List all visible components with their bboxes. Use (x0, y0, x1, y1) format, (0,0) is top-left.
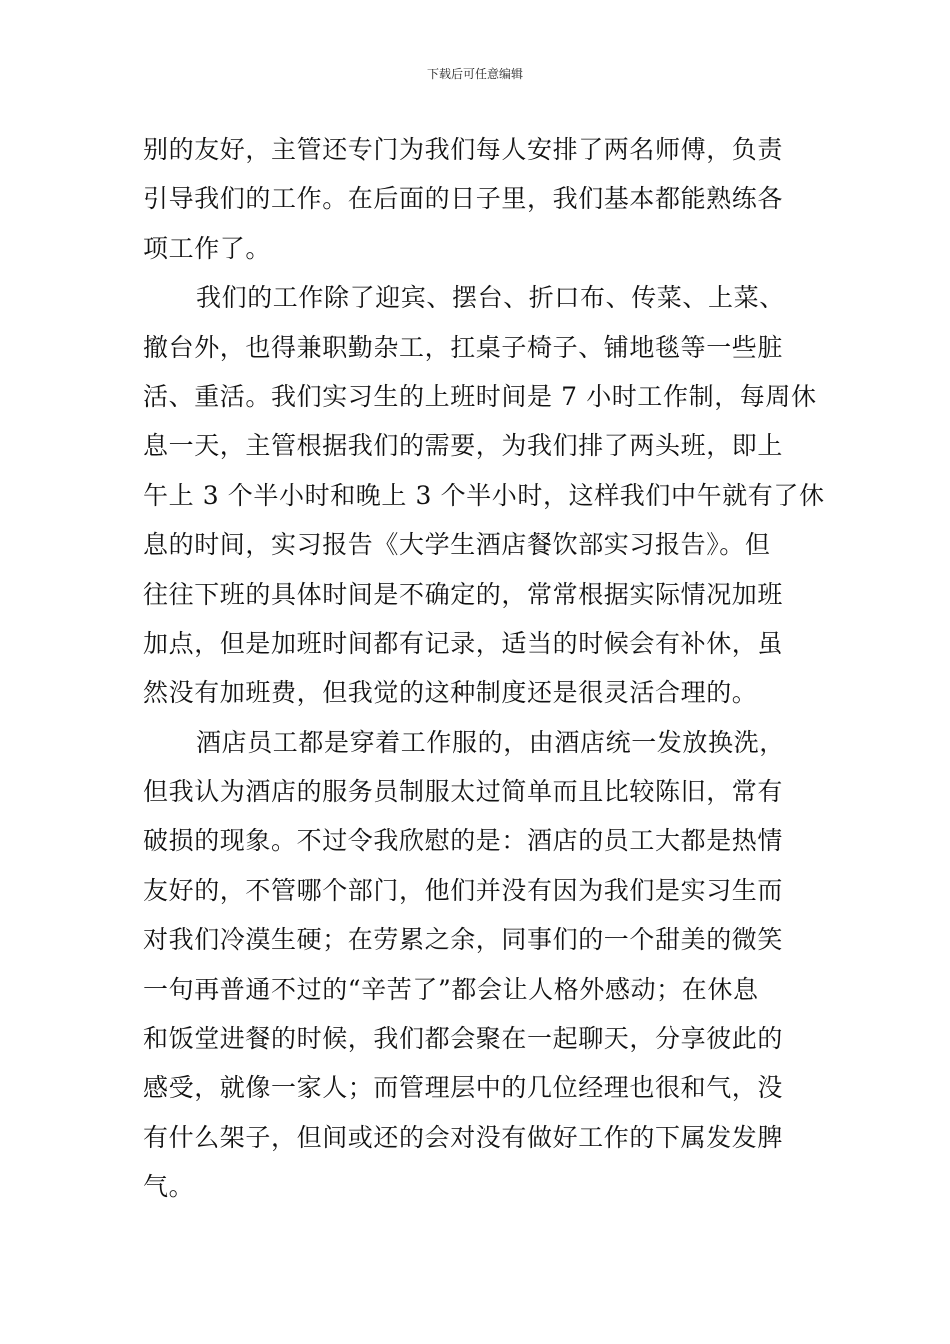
text-line: 对我们冷漠生硬；在劳累之余，同事们的一个甜美的微笑 (143, 925, 784, 955)
text-line: 加点，但是加班时间都有记录，适当的时候会有补休，虽 (143, 628, 784, 658)
page-header: 下载后可任意编辑 (426, 67, 523, 81)
text-line: 撤台外，也得兼职勤杂工，扛桌子椅子、铺地毯等一些脏 (143, 332, 784, 362)
text-line: 别的友好，主管还专门为我们每人安排了两名师傅，负责 (143, 135, 784, 164)
text-line: 和饭堂进餐的时候，我们都会聚在一起聊天，分享彼此的 (143, 1024, 784, 1054)
text-line: 友好的，不管哪个部门，他们并没有因为我们是实习生而 (143, 875, 784, 905)
text-line: 一句再普通不过的“辛苦了”都会让人格外感动；在休息 (143, 974, 759, 1004)
text-line: 息一天，主管根据我们的需要，为我们排了两头班，即上 (143, 431, 784, 461)
text-line: 但我认为酒店的服务员制服太过简单而且比较陈旧，常有 (143, 777, 784, 807)
text-line: 往往下班的具体时间是不确定的，常常根据实际情况加班 (143, 579, 784, 609)
paragraph (143, 273, 825, 718)
text-line: 活、重活。我们实习生的上班时间是 7 小时工作制，每周休 (143, 381, 817, 411)
document-body (143, 125, 825, 1212)
text-line: 午上 3 个半小时和晚上 3 个半小时，这样我们中午就有了休 (143, 480, 825, 510)
text-line: 然没有加班费，但我觉的这种制度还是很灵活合理的。 (143, 678, 758, 708)
text-line: 项工作了。 (143, 233, 272, 263)
text-line: 有什么架子，但间或还的会对没有做好工作的下属发发脾 (143, 1122, 784, 1152)
text-line: 我们的工作除了迎宾、摆台、折口布、传菜、上菜、 (196, 283, 785, 313)
text-line: 破损的现象。不过令我欣慰的是：酒店的员工大都是热情 (143, 826, 784, 856)
text-line: 引导我们的工作。在后面的日子里，我们基本都能熟练各 (143, 184, 784, 214)
text-line: 息的时间，实习报告《大学生酒店餐饮部实习报告》。但 (143, 530, 771, 560)
paragraph (143, 125, 808, 273)
text-line: 感受，就像一家人；而管理层中的几位经理也很和气，没 (143, 1073, 784, 1103)
paragraph (143, 718, 808, 1212)
text-line: 气。 (143, 1172, 195, 1202)
text-line: 酒店员工都是穿着工作服的，由酒店统一发放换洗， (196, 727, 785, 757)
